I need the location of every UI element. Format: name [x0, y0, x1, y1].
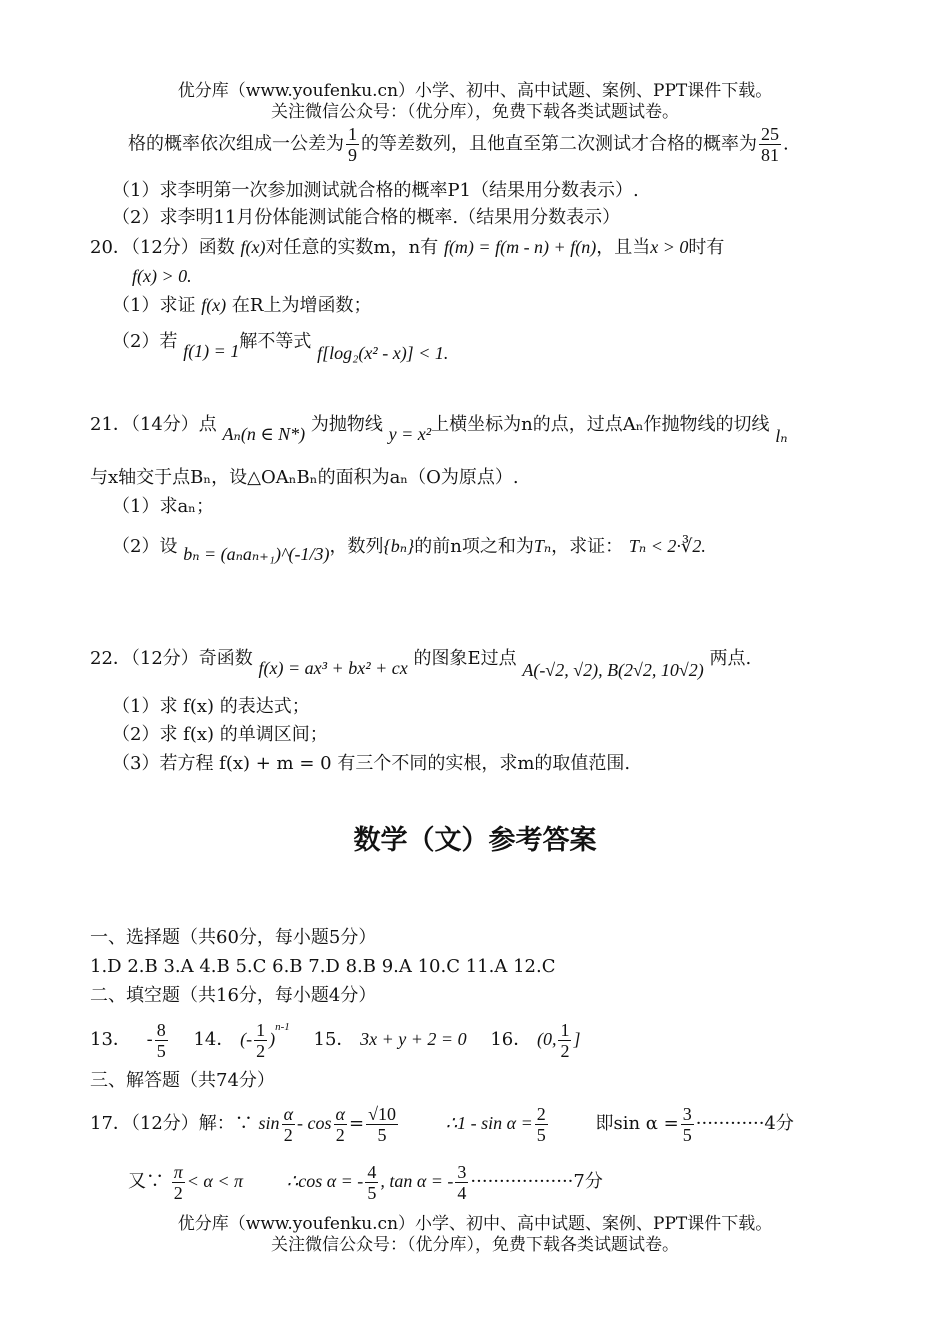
a17-frac-sqrt10	[366, 1104, 398, 1145]
section-3-heading: 三、解答题（共74分）	[90, 1070, 275, 1091]
section-1-answers: 1.D 2.B 3.A 4.B 5.C 6.B 7.D 8.B 9.A 10.C 11.A 12.C	[90, 956, 556, 977]
frac-num: π	[173, 1161, 183, 1182]
frac-num: 3	[457, 1161, 467, 1182]
a17-frac-3-5	[681, 1104, 694, 1145]
a14-pre: (-	[240, 1029, 253, 1049]
a17-score-2: ··················7分	[470, 1171, 603, 1192]
q21-bn: bₙ = (aₙaₙ₊₁)^(-1/3)	[183, 544, 330, 564]
a17-equals: =	[348, 1113, 365, 1134]
a17-range: < α < π	[186, 1171, 244, 1191]
frac-den: 4	[457, 1182, 467, 1203]
a17-frac-pi-2	[172, 1162, 185, 1203]
frac-den: 2	[283, 1124, 293, 1145]
section-2-answers	[90, 1012, 580, 1063]
q21-inequality: Tₙ < 2·∛2.	[628, 536, 706, 556]
frac-num: 4	[367, 1161, 377, 1182]
q21-p2-d: ，求证：	[551, 536, 624, 557]
q20-p1-fx: f(x)	[201, 295, 227, 315]
a14-fraction	[254, 1020, 267, 1061]
frac-den: 81	[761, 145, 779, 165]
a17-you: 又∵	[128, 1171, 164, 1192]
q21-part-1: （1）求aₙ；	[112, 496, 214, 517]
a17-minus-cos: - cos	[297, 1113, 332, 1133]
q20-line-2: f(x) > 0.	[132, 266, 192, 286]
frac-num: 2	[536, 1103, 546, 1124]
q20-mid: 对任意的实数m，n有	[265, 237, 439, 258]
header-line-1: 优分库（www.youfenku.cn）小学、初中、高中试题、案例、PPT课件下载。	[177, 81, 773, 101]
a17-cos: ∴cos α = -	[286, 1171, 364, 1191]
q22-points: A(-√2, √2), B(2√2, 10√2)	[522, 660, 704, 680]
q19-part-1: （1）求李明第一次参加测试就合格的概率P1（结果用分数表示）.	[112, 180, 639, 201]
q21-p2-b: ，数列	[329, 536, 384, 557]
q20-equation: f(m) = f(m - n) + f(n)	[443, 237, 597, 257]
answer-17-line-2	[128, 1156, 603, 1207]
header-line-2: 关注微信公众号：（优分库），免费下载各类试题试卷。	[271, 102, 679, 122]
a17-therefore: ∴1 - sin α =	[445, 1113, 533, 1133]
a16-pre: (0,	[536, 1029, 557, 1049]
q20-condition: x > 0	[650, 237, 689, 257]
section-2-heading: 二、填空题（共16分，每小题4分）	[90, 985, 377, 1006]
q21-sequence: {bₙ}	[383, 536, 415, 556]
q22-mid: 的图象E过点	[413, 648, 517, 669]
frac-num: √10	[368, 1103, 396, 1124]
a16-fraction	[558, 1020, 571, 1061]
a14-post: )	[269, 1029, 276, 1049]
q22-function: f(x) = ax³ + bx² + cx	[258, 658, 408, 678]
frac-num: 3	[682, 1103, 692, 1124]
a13-fraction	[155, 1020, 168, 1061]
frac-den: 5	[156, 1040, 166, 1061]
q20-when: ，且当	[596, 237, 651, 258]
q22-stem	[90, 640, 752, 680]
q22-part-2: （2）求 f(x) 的单调区间；	[112, 724, 328, 745]
q21-tangent-line: lₙ	[775, 426, 788, 446]
frac-num: 1	[560, 1019, 570, 1040]
q19-text-b: 的等差数列，且他直至第二次测试才合格的概率为	[361, 133, 757, 155]
q21-head: 21．（14分）点	[90, 414, 217, 435]
a13-sign: -	[146, 1029, 153, 1050]
frac-num: α	[335, 1103, 345, 1124]
q20-part-1	[112, 292, 371, 319]
q21-stem	[90, 406, 788, 446]
q21-point: Aₙ(n ∈ N*)	[222, 424, 306, 444]
q22-part-1: （1）求 f(x) 的表达式；	[112, 696, 310, 717]
q19-continuation: 格的概率依次组成一公差为 $\frac{1}{9}$ 的等差数列，且他直至第二次测试才合格的概率为 $\frac{25}{81}$ .	[128, 124, 789, 165]
footer-line-1: 优分库（www.youfenku.cn）小学、初中、高中试题、案例、PPT课件下载。	[177, 1214, 773, 1234]
q21-tail: 上横坐标为n的点，过点Aₙ作抛物线的切线	[431, 414, 770, 435]
q21-tn: Tₙ	[533, 536, 552, 556]
q19-part-2: （2）求李明11月份体能测试能合格的概率.（结果用分数表示）	[112, 207, 621, 228]
q20-p1-a: （1）求证	[112, 295, 196, 316]
q20-p1-b: 在R上为增函数；	[231, 295, 372, 316]
a17-frac-2-5	[535, 1104, 548, 1145]
a17-head: 17．（12分）解：∵	[90, 1113, 253, 1134]
q19-fraction-2	[759, 124, 781, 165]
answer-17-line-1	[90, 1098, 794, 1149]
q20-fx: f(x)	[240, 237, 266, 257]
a17-ji: 即sin α =	[595, 1113, 679, 1134]
frac-num: 25	[761, 124, 779, 144]
a15-label: 15．	[313, 1029, 355, 1050]
frac-den: 9	[348, 145, 357, 165]
a16-label: 16．	[490, 1029, 532, 1050]
q21-p2-a: （2）设	[112, 536, 178, 557]
frac-den: 2	[560, 1040, 570, 1061]
frac-den: 5	[367, 1182, 377, 1203]
q20-p2-inequality: f[log₂(x² - x)] < 1.	[317, 343, 449, 363]
a17-score-1: ············4分	[695, 1113, 794, 1134]
q20-p2-a: （2）若	[112, 331, 178, 352]
frac-num: α	[283, 1103, 294, 1124]
frac-num: 1	[256, 1019, 266, 1040]
q21-p2-c: 的前n项之和为	[414, 536, 534, 557]
q20-part-2	[112, 323, 449, 363]
a17-frac-4-5	[365, 1162, 378, 1203]
section-1-heading: 一、选择题（共60分，每小题5分）	[90, 927, 377, 948]
a17-tan: , tan α = -	[380, 1171, 454, 1191]
a17-sin: sin	[258, 1113, 280, 1133]
a15-answer: 3x + y + 2 = 0	[360, 1029, 467, 1049]
q21-parabola: y = x²	[388, 424, 432, 444]
q19-text-a: 格的概率依次组成一公差为	[128, 133, 344, 155]
q21-mid: 为抛物线	[310, 414, 383, 435]
answer-title: 数学（文）参考答案	[353, 825, 597, 856]
a16-post: ]	[573, 1029, 581, 1049]
q21-part-2	[112, 528, 706, 565]
q20-head: 20．（12分）函数	[90, 237, 235, 258]
a17-frac-3-4	[455, 1162, 468, 1203]
q20-tail: 时有	[688, 237, 725, 258]
frac-den: 2	[256, 1040, 266, 1061]
a14-label: 14．	[193, 1029, 235, 1050]
q20-p2-b: 解不等式	[239, 331, 312, 352]
a17-frac-alpha-1	[282, 1104, 295, 1145]
a14-exponent: n-1	[275, 1021, 290, 1033]
frac-num: 8	[156, 1019, 166, 1040]
frac-den: 2	[335, 1124, 345, 1145]
q22-head: 22．（12分）奇函数	[90, 648, 253, 669]
q19-fraction-1	[346, 124, 359, 165]
q21-line-2: 与x轴交于点Bₙ，设△OAₙBₙ的面积为aₙ（O为原点）.	[90, 467, 519, 488]
frac-den: 5	[536, 1124, 546, 1145]
frac-den: 5	[682, 1124, 692, 1145]
q22-part-3: （3）若方程 f(x) + m = 0 有三个不同的实根，求m的取值范围.	[112, 753, 631, 774]
a13-label: 13．	[90, 1029, 131, 1050]
a17-frac-alpha-2	[334, 1104, 347, 1145]
frac-den: 2	[173, 1182, 183, 1203]
frac-den: 5	[377, 1124, 387, 1145]
q22-tail: 两点.	[709, 648, 752, 669]
frac-num: 1	[348, 124, 357, 144]
footer-line-2: 关注微信公众号：（优分库），免费下载各类试题试卷。	[271, 1235, 679, 1255]
q20-p2-cond: f(1) = 1	[183, 341, 240, 361]
q20-stem	[90, 234, 724, 261]
